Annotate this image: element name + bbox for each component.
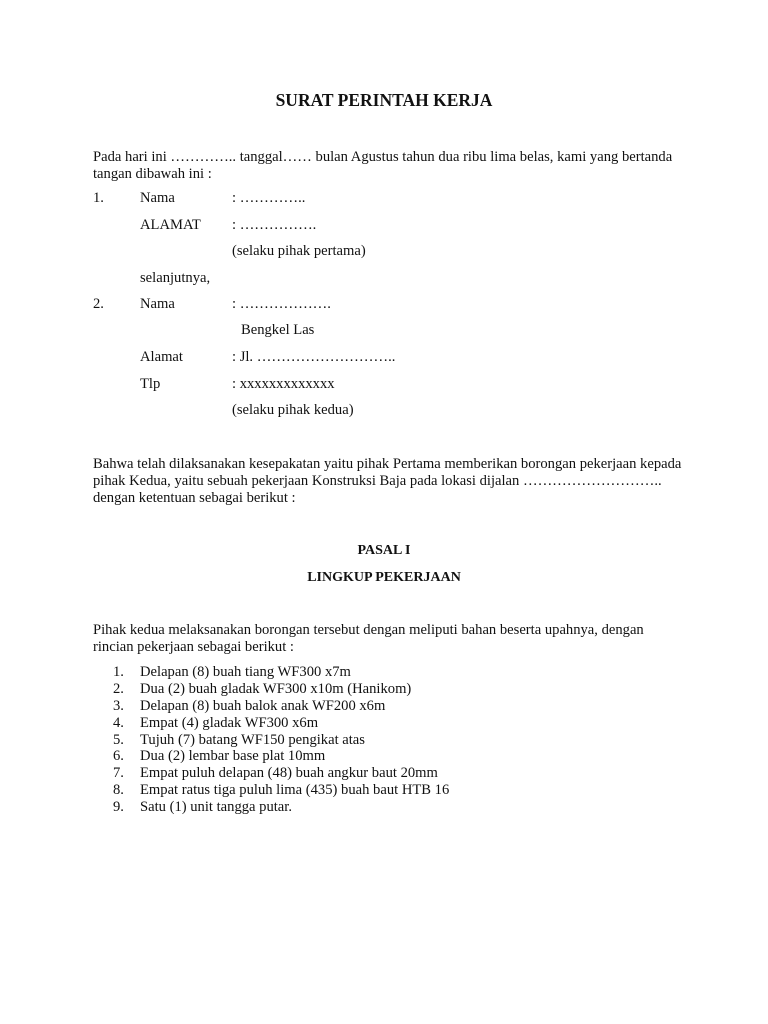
- list-item: [93, 664, 653, 681]
- party2-name-value: : ……………….: [232, 296, 331, 312]
- section-pasal: PASAL I: [357, 543, 411, 558]
- list-item: [93, 698, 653, 715]
- list-item-text: Empat puluh delapan (48) buah angkur baut 20mm: [140, 765, 438, 782]
- party2-role: (selaku pihak kedua): [232, 402, 354, 418]
- list-item-text: Dua (2) buah gladak WF300 x10m (Hanikom): [140, 680, 412, 697]
- list-item-text: Dua (2) lembar base plat 10mm: [140, 748, 326, 765]
- list-item-number: 2.: [113, 680, 124, 697]
- party1-name-value: : …………..: [232, 190, 306, 206]
- list-item-text: Delapan (8) buah tiang WF300 x7m: [140, 664, 351, 680]
- list-item: [93, 748, 653, 765]
- list-item-text: Delapan (8) buah balok anak WF200 x6m: [140, 697, 386, 714]
- list-item: [93, 732, 653, 749]
- party2-company: Bengkel Las: [241, 322, 315, 338]
- party1-name-label: Nama: [140, 190, 175, 206]
- list-item-number: 6.: [113, 748, 124, 765]
- party2-phone-value: : xxxxxxxxxxxxx: [232, 376, 335, 392]
- party2-phone-label: Tlp: [140, 376, 161, 392]
- party1-address-label: ALAMAT: [140, 217, 201, 233]
- continuation-text: selanjutnya,: [140, 270, 211, 286]
- party2-address-label: Alamat: [140, 349, 183, 365]
- list-item-text: Satu (1) unit tangga putar.: [140, 799, 292, 816]
- list-item: [93, 715, 653, 732]
- document-title: SURAT PERINTAH KERJA: [275, 90, 493, 110]
- list-item-number: 7.: [113, 765, 124, 782]
- list-item-number: 1.: [113, 664, 124, 680]
- list-item-text: Tujuh (7) batang WF150 pengikat atas: [140, 731, 365, 748]
- party2-address-value: : Jl. ………………………..: [232, 349, 396, 365]
- party1-address-value: : …………….: [232, 217, 317, 233]
- list-item-text: Empat ratus tiga puluh lima (435) buah baut HTB 16: [140, 782, 450, 799]
- list-item-number: 4.: [113, 714, 124, 731]
- list-item: [93, 799, 653, 816]
- list-item-number: 9.: [113, 799, 124, 816]
- scope-intro-paragraph: Pihak kedua melaksanakan borongan tersebut dengan meliputi bahan beserta upahnya, dengan rincian pekerjaan sebagai berikut :: [93, 622, 644, 655]
- agreement-paragraph: Bahwa telah dilaksanakan kesepakatan yaitu pihak Pertama memberikan borongan pekerjaan kepada pihak Kedua, yaitu sebuah pekerjaan Konstruksi Baja pada lokasi dijalan ……………………….. dengan ketentuan sebagai berikut :: [93, 456, 682, 506]
- list-item-number: 3.: [113, 697, 124, 714]
- party1-role: (selaku pihak pertama): [232, 243, 366, 259]
- list-item-number: 8.: [113, 782, 124, 799]
- list-item: [93, 765, 653, 782]
- party2-number: 2.: [93, 296, 104, 312]
- list-item: [93, 782, 653, 799]
- list-item-number: 5.: [113, 731, 124, 748]
- party2-name-label: Nama: [140, 296, 175, 312]
- intro-paragraph: Pada hari ini ………….. tanggal…… bulan Agustus tahun dua ribu lima belas, kami yang bertanda tangan dibawah ini :: [93, 149, 673, 182]
- list-item: [93, 681, 653, 698]
- list-item-text: Empat (4) gladak WF300 x6m: [140, 714, 319, 731]
- party1-number: 1.: [93, 190, 104, 206]
- section-heading: LINGKUP PEKERJAAN: [307, 570, 461, 585]
- work-items-list: [93, 664, 653, 816]
